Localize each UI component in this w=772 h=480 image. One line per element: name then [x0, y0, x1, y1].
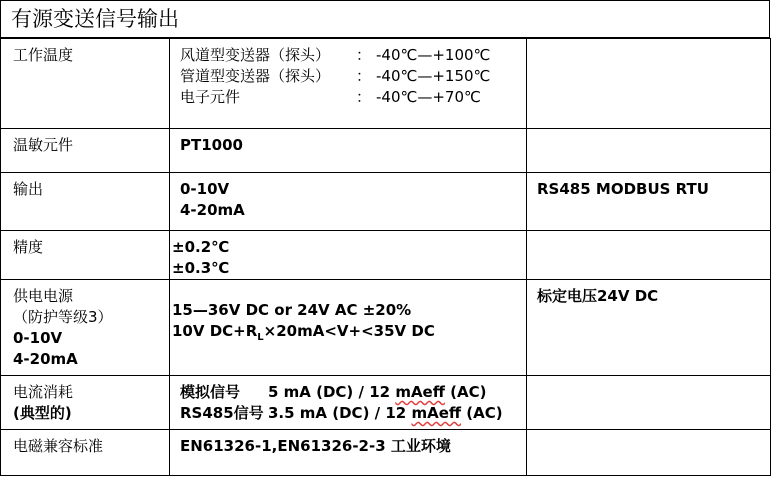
row-note [527, 376, 771, 430]
row-label: 精度 [1, 231, 170, 280]
table-row [1, 430, 771, 476]
row-value: PT1000 [170, 129, 527, 173]
row-note [527, 39, 771, 129]
range-line: 风道型变送器（探头） ： -40℃—+100℃ [180, 46, 491, 64]
row-label: 工作温度 [1, 39, 170, 129]
range-line: 管道型变送器（探头） ： -40℃—+150℃ [180, 67, 491, 85]
spec-table [0, 38, 771, 476]
emc-standard-value: EN61326-1,EN61326-2-3 工业环境 [170, 430, 527, 476]
row-note [527, 430, 771, 476]
row-note: 标定电压24V DC [527, 280, 771, 376]
accuracy-values: ±0.2℃ ±0.3℃ [170, 231, 527, 280]
page-title: 有源变送信号输出 [0, 0, 770, 38]
power-supply-values: 15—36V DC or 24V AC ±20% 10V $DC+R_L\times 20mA<V+<35V$ DC [170, 280, 527, 376]
table-row [1, 129, 771, 173]
row-label: 温敏元件 [1, 129, 170, 173]
row-label: 输出 [1, 173, 170, 231]
table-row [1, 280, 771, 376]
table-row [1, 231, 771, 280]
output-values: 0-10V 4-20mA [170, 173, 527, 231]
temperature-ranges [170, 39, 527, 129]
row-label: 电磁兼容标准 [1, 430, 170, 476]
current-consumption-values: 模拟信号 5 mA (DC) / 12 mAeff (AC) RS485信号 3.5 mA (DC) / 12 mAeff (AC) [170, 376, 527, 430]
table-row [1, 39, 771, 129]
table-row [1, 173, 771, 231]
range-line: 电子元件 ： -40℃—+70℃ [180, 88, 481, 106]
row-note: RS485 MODBUS RTU [527, 173, 771, 231]
row-label: 供电电源 （防护等级3） 0-10V 4-20mA [1, 280, 170, 376]
row-label: 电流消耗 (典型的) [1, 376, 170, 430]
table-row [1, 376, 771, 430]
row-note [527, 231, 771, 280]
row-note [527, 129, 771, 173]
